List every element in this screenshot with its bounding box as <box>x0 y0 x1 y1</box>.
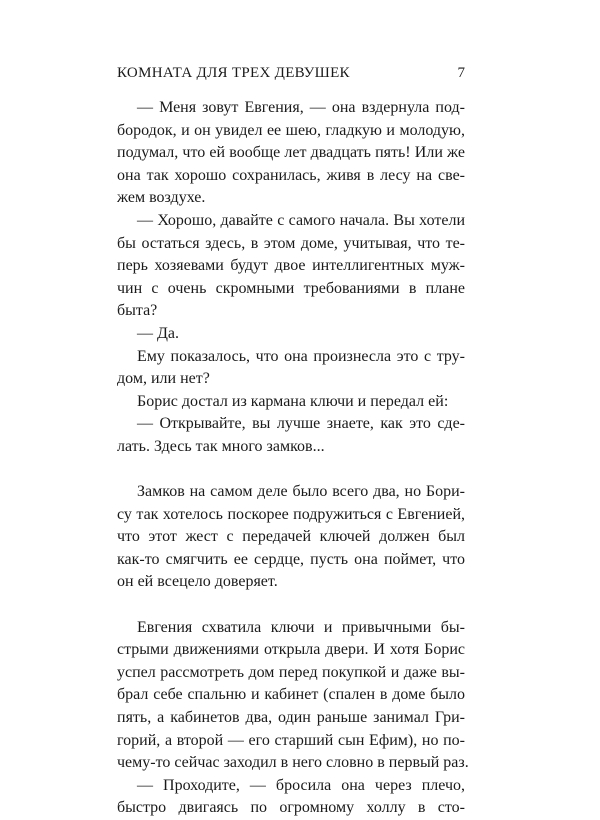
page-number: 7 <box>457 65 465 81</box>
text-line: дом, или нет? <box>117 370 210 388</box>
text-line: — Открывайте, вы лучше знаете, как это сде- <box>137 415 465 433</box>
text-line: бородок, и он увидел ее шею, гладкую и молодую, <box>117 121 465 139</box>
text-line: Замков на самом деле было всего два, но Бори- <box>137 483 465 501</box>
text-line: успел рассмотреть дом перед покупкой и даже вы- <box>117 663 465 681</box>
paragraph-dialogue-open <box>117 413 465 458</box>
text-line: — Проходите, — бросила она через плечо, <box>137 776 465 794</box>
text-line: быстро двигаясь по огромному холлу в сто- <box>117 799 465 817</box>
paragraph-narration-locks <box>117 481 465 594</box>
section-gap <box>117 594 465 617</box>
text-line: она так хорошо сохранилась, живя в лесу на све- <box>117 166 465 184</box>
text-line: — Меня зовут Евгения, — она вздернула под- <box>137 99 465 116</box>
paragraph-narration-doubt <box>117 346 465 391</box>
text-line: как-то смягчить ее сердце, пусть она поймет, что <box>117 550 465 568</box>
running-title: КОМНАТА ДЛЯ ТРЕХ ДЕВУШЕК <box>117 65 350 81</box>
text-line: перь хозяевами будут двое интеллигентных муж- <box>117 257 465 275</box>
paragraph-dialogue-offer <box>117 210 465 323</box>
text-line: бы остаться здесь, в этом доме, учитывая, что те- <box>117 234 465 252</box>
text-line: — Да. <box>137 324 180 342</box>
paragraph-dialogue-yes <box>117 323 465 346</box>
running-header <box>117 62 465 84</box>
text-line: пять, а кабинетов два, один раньше занимал Гри- <box>117 709 465 727</box>
text-line: жем воздухе. <box>117 189 206 207</box>
text-line: стрыми движениями открыла двери. И хотя Борис <box>117 641 465 659</box>
text-line: чему-то сейчас заходил в него словно в первый раз. <box>117 754 469 772</box>
text-line: горий, а второй — его старший сын Ефим), но по- <box>117 731 465 749</box>
paragraph-narration-house <box>117 617 469 775</box>
text-line: Евгения схватила ключи и привычными бы- <box>137 618 465 636</box>
paragraph-dialogue-enter <box>117 775 465 820</box>
text-line: Ему показалось, что она произнесла это с тру- <box>137 347 465 365</box>
paragraph-narration-keys <box>117 391 465 414</box>
body-text <box>117 97 469 820</box>
text-line: лать. Здесь так много замков... <box>117 437 325 455</box>
text-line: что этот жест с передачей ключей должен был <box>117 528 465 546</box>
text-line: быта? <box>117 302 158 320</box>
text-line: Борис достал из кармана ключи и передал ей: <box>137 392 449 410</box>
text-line: чин с очень скромными требованиями в плане <box>117 279 465 297</box>
text-line: — Хорошо, давайте с самого начала. Вы хотели <box>137 211 465 229</box>
text-line: он ей всецело доверяет. <box>117 573 278 591</box>
text-line: су так хотелось поскорее подружиться с Евгенией, <box>117 505 465 523</box>
section-gap <box>117 459 465 482</box>
text-line: подумал, что ей вообще лет двадцать пять! Или же <box>117 144 465 162</box>
paragraph-dialogue-name <box>117 97 465 210</box>
text-line: брал себе спальню и кабинет (спален в доме было <box>117 686 465 704</box>
